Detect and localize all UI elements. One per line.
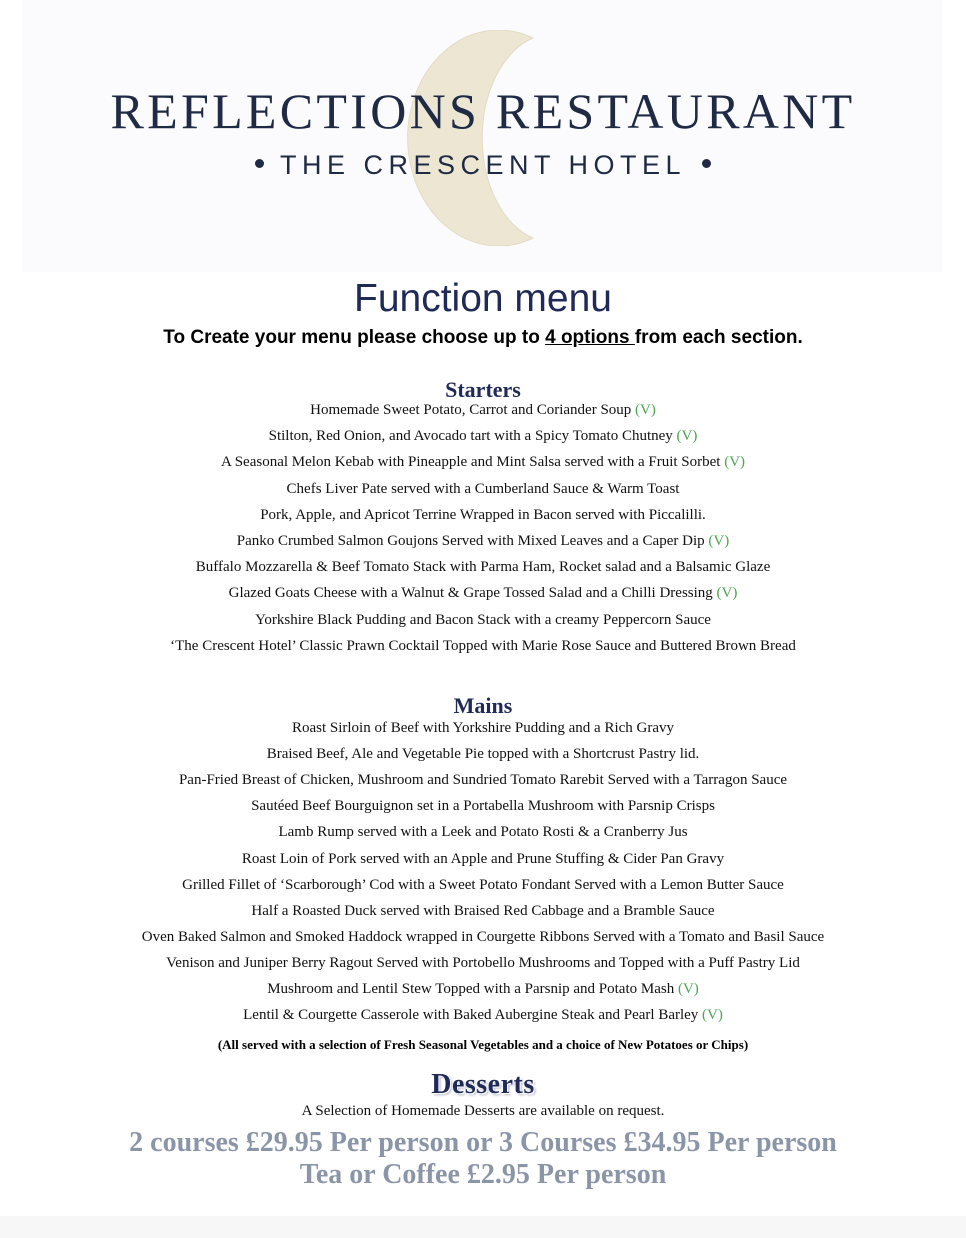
menu-item bbox=[0, 1006, 966, 1024]
vegetarian-marker: (V) bbox=[635, 402, 656, 418]
vegetarian-marker: (V) bbox=[677, 981, 699, 997]
menu-item-text: Pork, Apple, and Apricot Terrine Wrapped in Bacon served with Piccalilli. bbox=[260, 506, 706, 523]
menu-item bbox=[0, 453, 966, 471]
instructions bbox=[0, 327, 966, 349]
menu-item-text: Half a Roasted Duck served with Braised Red Cabbage and a Bramble Sauce bbox=[251, 902, 715, 919]
menu-item-text: Chefs Liver Pate served with a Cumberland Sauce & Warm Toast bbox=[286, 480, 680, 497]
hotel-name bbox=[0, 150, 966, 181]
mains-heading: Mains bbox=[453, 693, 513, 718]
hotel-name-text: THE CRESCENT HOTEL bbox=[279, 150, 687, 180]
vegetarian-marker: (V) bbox=[702, 1007, 723, 1024]
menu-item bbox=[0, 771, 966, 789]
menu-item-text: Lentil & Courgette Casserole with Baked Aubergine Steak and Pearl Barley bbox=[243, 1007, 703, 1024]
menu-item-text: Lamb Rump served with a Leek and Potato Rosti & a Cranberry Jus bbox=[278, 824, 688, 841]
menu-item bbox=[0, 954, 966, 972]
menu-item bbox=[0, 427, 966, 445]
menu-item bbox=[0, 850, 966, 868]
menu-item bbox=[0, 558, 966, 576]
vegetarian-marker: (V) bbox=[724, 454, 746, 471]
menu-item-text: Homemade Sweet Potato, Carrot and Coriander Soup bbox=[310, 402, 636, 418]
menu-item-text: Buffalo Mozzarella & Beef Tomato Stack with Parma Ham, Rocket salad and a Balsamic Glaze bbox=[195, 559, 771, 576]
menu-item-text: A Seasonal Melon Kebab with Pineapple and Mint Salsa served with a Fruit Sorbet bbox=[220, 454, 725, 471]
menu-item bbox=[0, 719, 966, 737]
menu-item bbox=[0, 980, 966, 998]
tea-coffee-pricing: Tea or Coffee £2.95 Per person bbox=[299, 1159, 667, 1190]
menu-item bbox=[0, 876, 966, 894]
starters-heading: Starters bbox=[445, 377, 521, 402]
menu-title: Function menu bbox=[354, 277, 612, 320]
menu-item bbox=[0, 532, 966, 550]
instructions-options: 4 options bbox=[545, 327, 635, 348]
menu-item bbox=[0, 480, 966, 498]
desserts-heading: Desserts bbox=[431, 1069, 535, 1100]
menu-item-text: Pan-Fried Breast of Chicken, Mushroom and Sundried Tomato Rarebit Served with a Tarragon Sauce bbox=[178, 772, 788, 789]
menu-item-text: Braised Beef, Ale and Vegetable Pie topped with a Shortcrust Pastry lid. bbox=[266, 746, 700, 763]
menu-item-text: Mushroom and Lentil Stew Topped with a Parsnip and Potato Mash bbox=[267, 981, 678, 997]
menu-item-text: ‘The Crescent Hotel’ Classic Prawn Cocktail Topped with Marie Rose Sauce and Buttered Brown Bread bbox=[170, 637, 796, 654]
menu-item bbox=[0, 401, 966, 419]
menu-item-text: Panko Crumbed Salmon Goujons Served with Mixed Leaves and a Caper Dip bbox=[236, 533, 709, 549]
menu-item bbox=[0, 902, 966, 920]
menu-item bbox=[0, 584, 966, 602]
menu-item bbox=[0, 745, 966, 763]
menu-item bbox=[0, 928, 966, 946]
instructions-after: from each section. bbox=[634, 327, 803, 348]
course-pricing: 2 courses £29.95 Per person or 3 Courses £34.95 Per person bbox=[129, 1127, 837, 1158]
menu-item-text: Glazed Goats Cheese with a Walnut & Grape Tossed Salad and a Chilli Dressing bbox=[228, 585, 717, 602]
menu-item-text: Yorkshire Black Pudding and Bacon Stack with a creamy Peppercorn Sauce bbox=[255, 611, 711, 628]
menu-item-text: Stilton, Red Onion, and Avocado tart with a Spicy Tomato Chutney bbox=[268, 428, 677, 445]
menu-item bbox=[0, 506, 966, 524]
menu-item bbox=[0, 637, 966, 655]
menu-item-text: Oven Baked Salmon and Smoked Haddock wrapped in Courgette Ribbons Served with a Tomato and Basil Sauce bbox=[141, 928, 825, 945]
menu-item-text: Roast Sirloin of Beef with Yorkshire Pudding and a Rich Gravy bbox=[291, 720, 675, 736]
desserts-note: A Selection of Homemade Desserts are available on request. bbox=[301, 1103, 665, 1119]
menu-item-text: Venison and Juniper Berry Ragout Served with Portobello Mushrooms and Topped with a Puff Pastry Lid bbox=[166, 954, 800, 971]
mains-served-note: (All served with a selection of Fresh Seasonal Vegetables and a choice of New Potatoes or Chips) bbox=[217, 1037, 749, 1052]
menu-item bbox=[0, 797, 966, 815]
vegetarian-marker: (V) bbox=[716, 585, 738, 602]
menu-item-text: Sautéed Beef Bourguignon set in a Portabella Mushroom with Parsnip Crisps bbox=[251, 798, 715, 815]
bullet-left bbox=[255, 159, 264, 168]
bullet-right bbox=[702, 159, 711, 168]
instructions-before: To Create your menu please choose up to bbox=[163, 327, 546, 348]
vegetarian-marker: (V) bbox=[676, 428, 698, 445]
menu-item bbox=[0, 611, 966, 629]
footer-band bbox=[0, 1216, 966, 1238]
menu-item bbox=[0, 823, 966, 841]
menu-item-text: Roast Loin of Pork served with an Apple and Prune Stuffing & Cider Pan Gravy bbox=[241, 850, 725, 867]
menu-item-text: Grilled Fillet of ‘Scarborough’ Cod with a Sweet Potato Fondant Served with a Lemon Butter Sauce bbox=[182, 876, 784, 893]
restaurant-name: REFLECTIONS RESTAURANT bbox=[110, 83, 856, 139]
vegetarian-marker: (V) bbox=[708, 533, 730, 549]
